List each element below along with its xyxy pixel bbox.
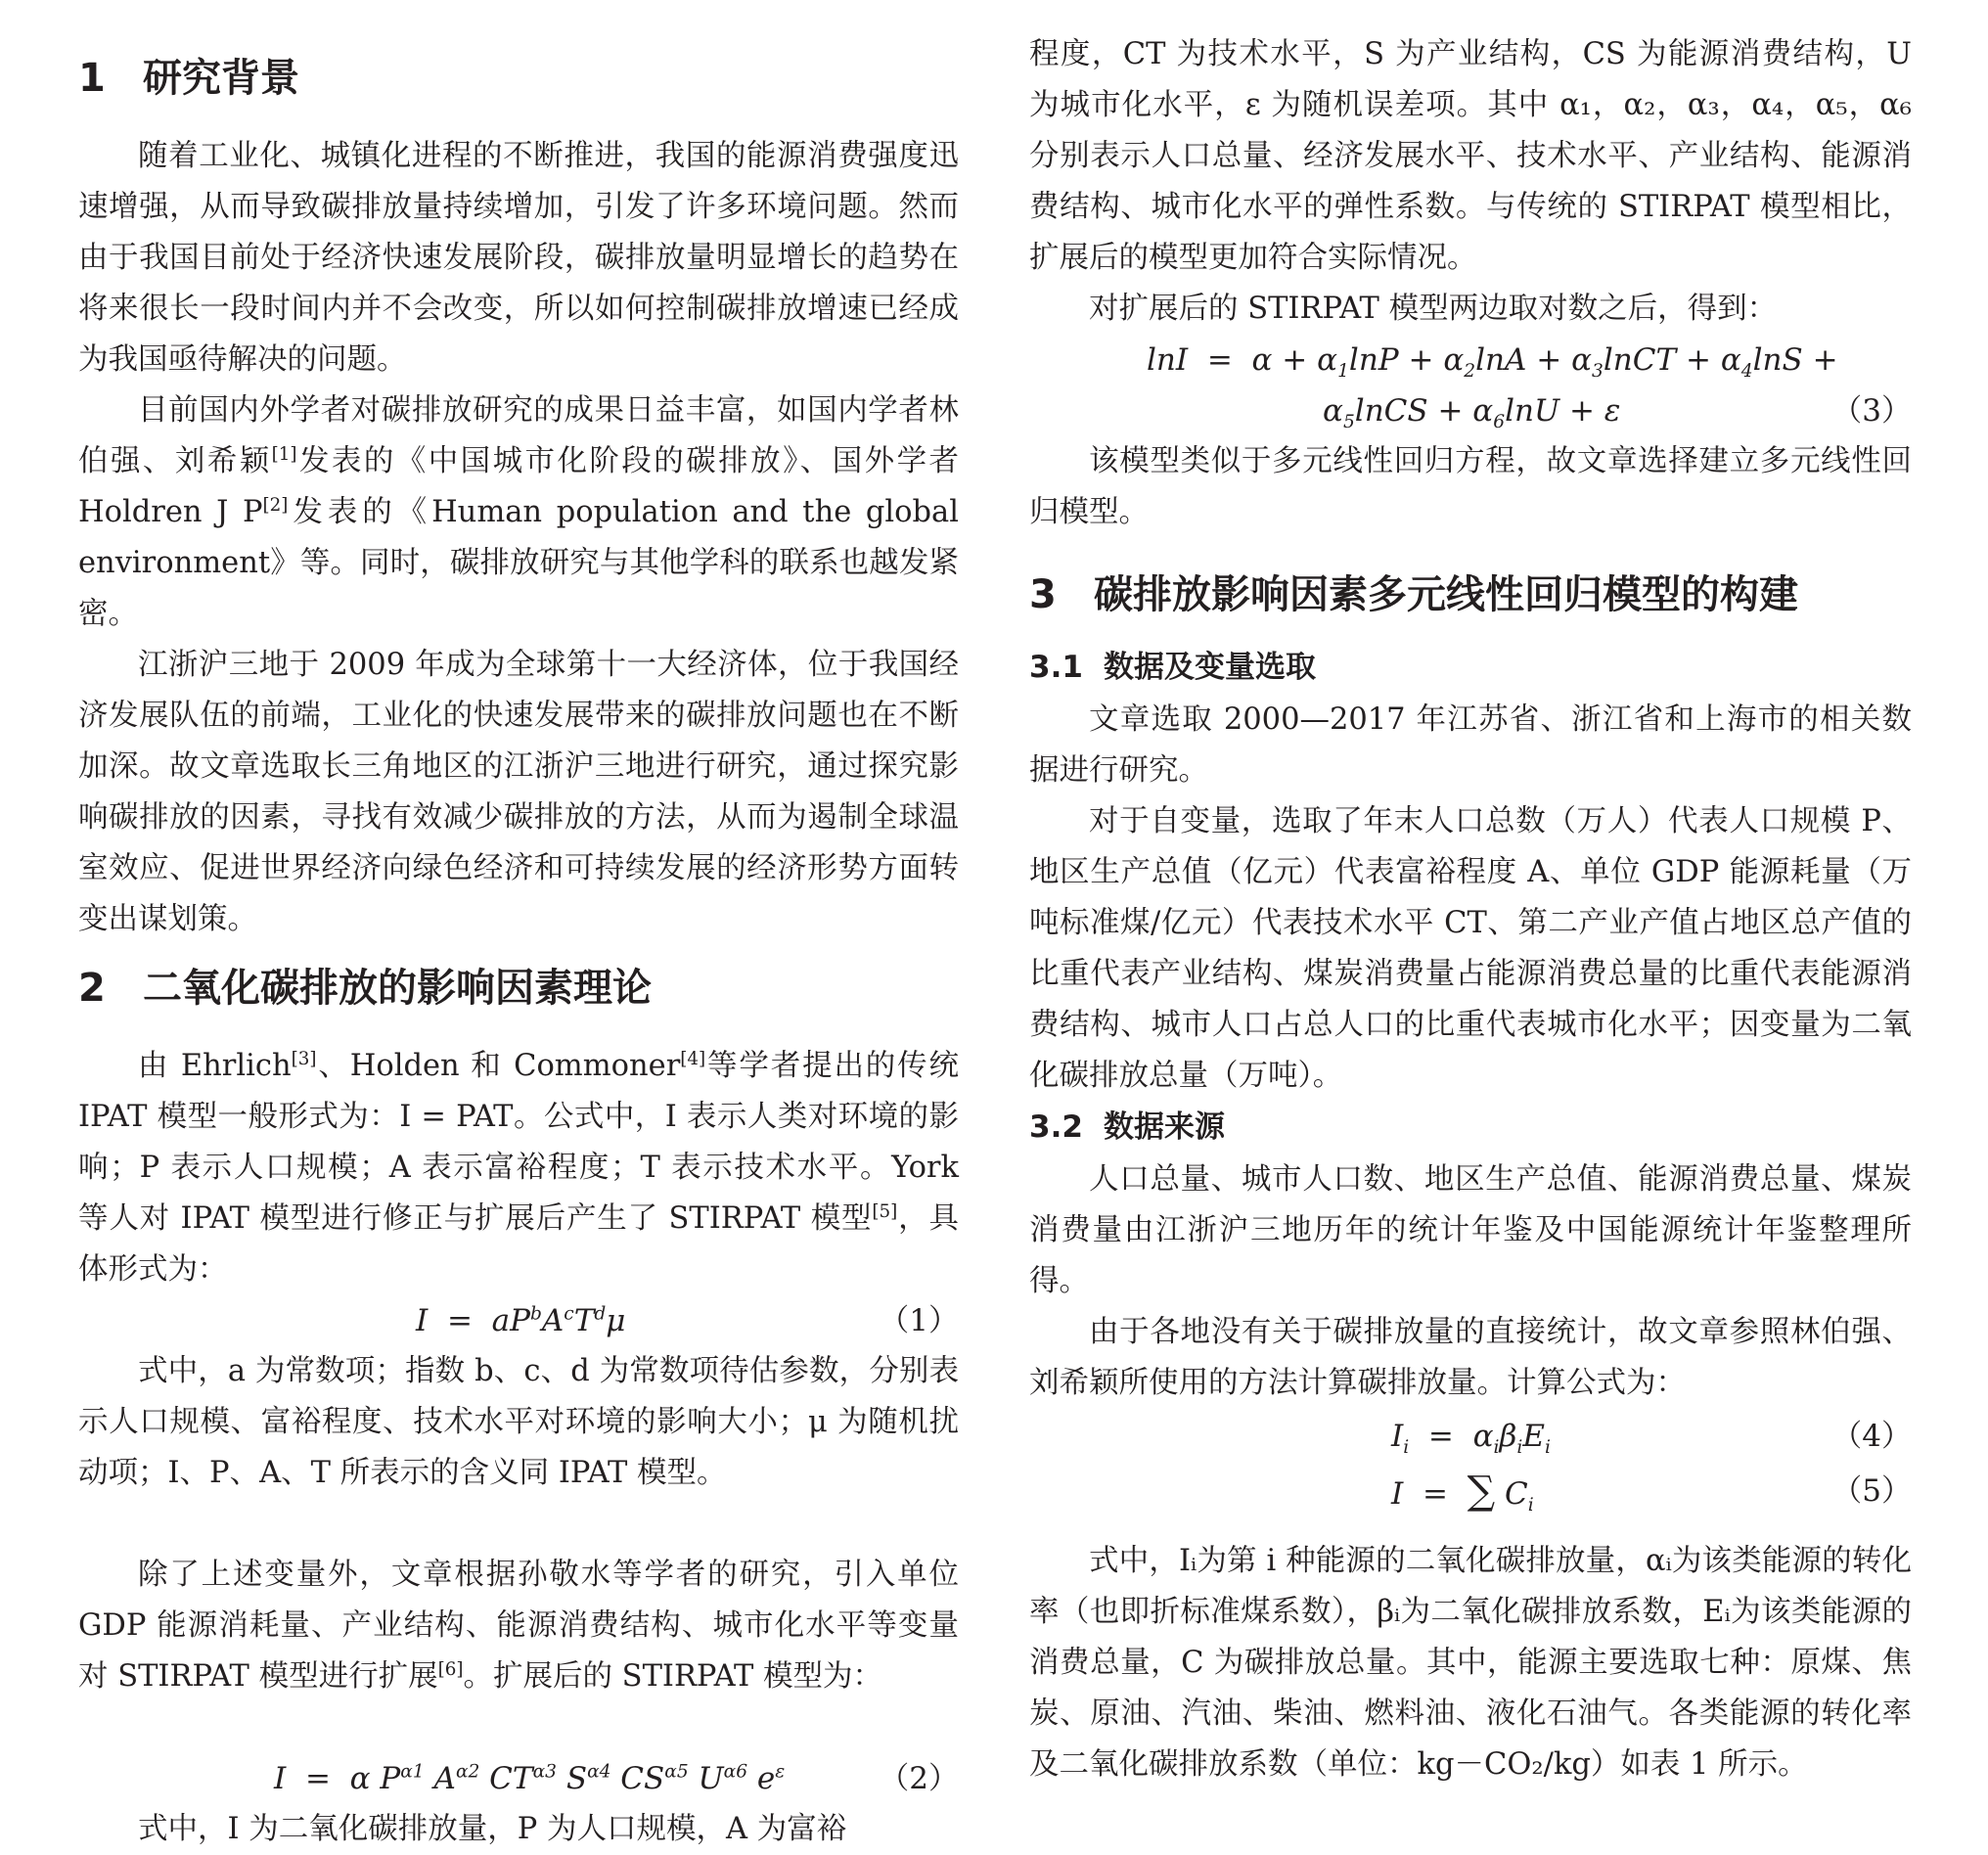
paragraph: 该模型类似于多元线性回归方程，故文章选择建立多元线性回归模型。 <box>1029 444 1912 529</box>
subsection-number: 3.1 <box>1029 650 1083 685</box>
subsection-title: 数据及变量选取 <box>1104 650 1316 685</box>
paragraph: 除了上述变量外，文章根据孙敬水等学者的研究，引入单位 GDP 能源消耗量、产业结构、能源消费结构、城市化水平等变量对 STIRPAT 模型进行扩展[6]。扩展后的 STIRPAT 模型为： <box>78 1558 959 1694</box>
section-title: 研究背景 <box>143 56 299 101</box>
equation-label: （2） <box>879 1761 959 1796</box>
equation-5: I = ∑ $C_i$ （5） <box>1029 1466 1912 1516</box>
equation-3-line-2: $\alpha_5lnCS + \alpha_6\ln U + \varepsilon$ （3） <box>1029 385 1912 436</box>
subsection-title: 数据来源 <box>1104 1109 1225 1145</box>
paragraph: 式中，Iᵢ为第 i 种能源的二氧化碳排放量，αᵢ为该类能源的转化率（也即折标准煤系数），βᵢ为二氧化碳排放系数，Eᵢ为该类能源的消费总量，C 为碳排放总量。其中，能源主要选取七种：原煤、焦炭、原油、汽油、柴油、燃料油、液化石油气。各类能源的转化率及二氧化碳排放系数（单位：kg－CO₂/kg）如表 1 所示。 <box>1029 1544 1912 1782</box>
paragraph: 由于各地没有关于碳排放量的直接统计，故文章参照林伯强、刘希颖所使用的方法计算碳排放量。计算公式为： <box>1029 1315 1912 1400</box>
section-3-heading <box>1029 572 1798 617</box>
section-title: 碳排放影响因素多元线性回归模型的构建 <box>1094 572 1798 617</box>
section-1-heading <box>78 56 299 101</box>
equation-2: I = α $P^{\alpha 1}$ $A^{\alpha 2}$ $CT^{\alpha 3}$ $S^{\alpha 4}$ $CS^{\alpha 5}$ $U^{\alpha 6}$ $e^\varepsilon$ （2） <box>78 1753 959 1804</box>
section-number: 1 <box>78 56 106 101</box>
section-number: 2 <box>78 966 106 1011</box>
equation-label: （5） <box>1831 1473 1912 1509</box>
paragraph: 对扩展后的 STIRPAT 模型两边取对数之后，得到： <box>1089 292 1778 326</box>
citation: [5] <box>872 1200 898 1222</box>
paragraph: 随着工业化、城镇化进程的不断推进，我国的能源消费强度迅速增强，从而导致碳排放量持续增加，引发了许多环境问题。然而由于我国目前处于经济快速发展阶段，碳排放量明显增长的趋势在将来很长一段时间内并不会改变，所以如何控制碳排放增速已经成为我国亟待解决的问题。 <box>78 139 959 377</box>
equation-label: （1） <box>879 1303 959 1338</box>
paragraph: 对于自变量，选取了年末人口总数（万人）代表人口规模 P、地区生产总值（亿元）代表富裕程度 A、单位 GDP 能源耗量（万吨标准煤/亿元）代表技术水平 CT、第二产业产值占地区总产值的比重代表产业结构、煤炭消费量占能源消费总量的比重代表能源消费结构、城市人口占总人口的比重代表城市化水平；因变量为二氧化碳排放总量（万吨）。 <box>1029 804 1912 1093</box>
section-title: 二氧化碳排放的影响因素理论 <box>143 966 652 1011</box>
equation-label: （3） <box>1831 393 1912 429</box>
section-2-heading <box>78 966 652 1011</box>
citation: [3] <box>291 1048 317 1069</box>
paragraph: 人口总量、城市人口数、地区生产总值、能源消费总量、煤炭消费量由江浙沪三地历年的统计年鉴及中国能源统计年鉴整理所得。 <box>1029 1162 1912 1298</box>
equation-1: $I = aP^bA^cT^d\mu$ （1） <box>78 1295 959 1346</box>
equation-4: $I_i = \alpha_i\beta_iE_i$ （4） <box>1029 1411 1912 1462</box>
equation-label: （4） <box>1831 1419 1912 1454</box>
citation: [4] <box>680 1048 706 1069</box>
paragraph: 式中，I 为二氧化碳排放量，P 为人口规模，A 为富裕 <box>138 1812 847 1846</box>
paragraph: 目前国内外学者对碳排放研究的成果日益丰富，如国内学者林伯强、刘希颖[1]发表的《中国城市化阶段的碳排放》、国外学者 Holdren J P[2]发表的《Human population and the global environment》等。同时，碳排放研究与其他学科的联系也越发紧密。 <box>78 393 960 631</box>
citation: [2] <box>262 494 289 516</box>
citation: [6] <box>437 1658 464 1680</box>
equation-3-line-1: $\ln I = \alpha + \alpha_1\ln P + \alpha_2\ln A$ + $\alpha_3lnCT + \alpha_4\ln S$ + <box>1147 342 1838 383</box>
paragraph: 江浙沪三地于 2009 年成为全球第十一大经济体，位于我国经济发展队伍的前端，工业化的快速发展带来的碳排放问题也在不断加深。故文章选取长三角地区的江浙沪三地进行研究，通过探究影响碳排放的因素，寻找有效减少碳排放的方法，从而为遏制全球温室效应、促进世界经济向绿色经济和可持续发展的经济形势方面转变出谋划策。 <box>78 648 959 936</box>
section-number: 3 <box>1029 572 1057 617</box>
subsection-number: 3.2 <box>1029 1109 1083 1145</box>
paragraph: 由 Ehrlich[3]、Holden 和 Commoner[4]等学者提出的传统 IPAT 模型一般形式为：I = PAT。公式中，I 表示人类对环境的影响；P 表示人口规模；A 表示富裕程度；T 表示技术水平。York 等人对 IPAT 模型进行修正与扩展后产生了 STIRPAT 模型[5]，具体形式为： <box>78 1048 960 1287</box>
paragraph: 式中，a 为常数项；指数 b、c、d 为常数项待估参数，分别表示人口规模、富裕程度、技术水平对环境的影响大小；μ 为随机扰动项；I、P、A、T 所表示的含义同 IPAT 模型。 <box>78 1354 959 1490</box>
subsection-3-1-heading <box>1029 650 1316 685</box>
citation: [1] <box>271 443 297 465</box>
paragraph: 文章选取 2000—2017 年江苏省、浙江省和上海市的相关数据进行研究。 <box>1029 702 1912 788</box>
paragraph: 程度，CT 为技术水平，S 为产业结构，CS 为能源消费结构，U 为城市化水平，ε 为随机误差项。其中 α₁，α₂，α₃，α₄，α₅，α₆ 分别表示人口总量、经济发展水平、技术水平、产业结构、能源消费结构、城市化水平的弹性系数。与传统的 STIRPAT 模型相比，扩展后的模型更加符合实际情况。 <box>1029 37 1912 275</box>
subsection-3-2-heading <box>1029 1109 1225 1145</box>
